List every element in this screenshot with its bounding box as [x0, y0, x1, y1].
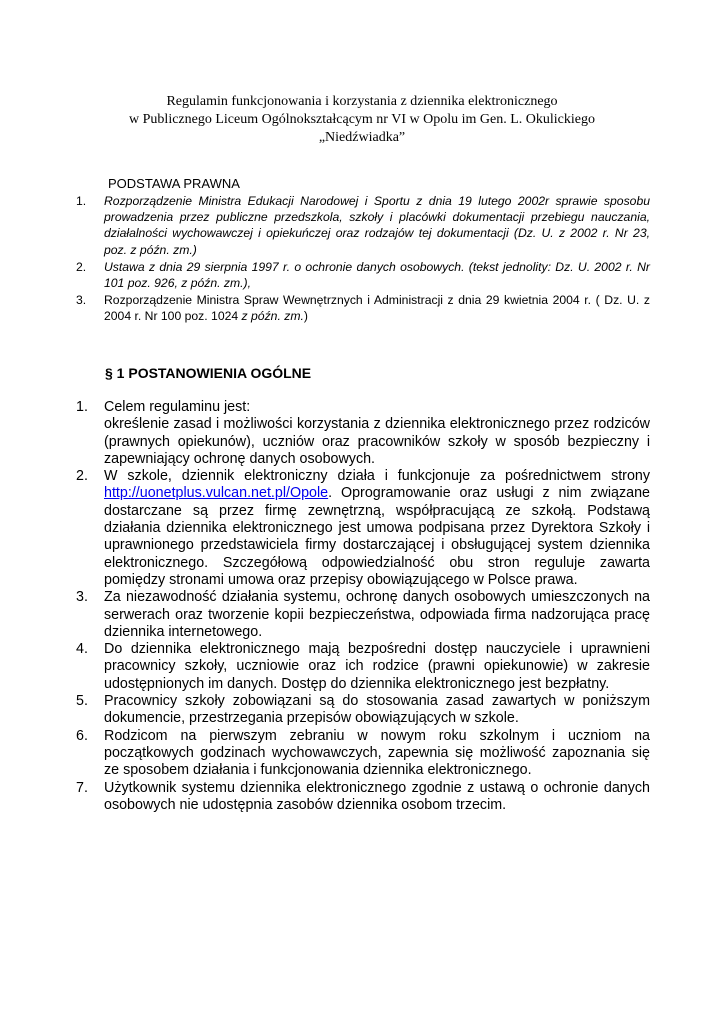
list-number: 3. — [76, 293, 87, 308]
section-1-item — [76, 399, 650, 468]
section-1-item — [76, 780, 650, 815]
legal-basis-text-part: z późn. zm. — [241, 309, 304, 324]
list-number: 1. — [76, 194, 87, 208]
document-title-line-3: „Niedźwiadka” — [318, 130, 406, 145]
section-1-item — [76, 468, 650, 589]
section-1-text — [104, 399, 650, 468]
section-1-text: Użytkownik systemu dziennika elektronicznego zgodnie z ustawą o ochronie danych osobowych nie udostępnia zasobów dziennika osobom trzecim. — [104, 779, 650, 813]
section-1-lead: Celem regulaminu jest: — [104, 399, 251, 415]
vulcan-link[interactable]: http://uonetplus.vulcan.net.pl/Opole — [104, 485, 329, 502]
list-number: 3. — [76, 589, 88, 606]
section-1-item — [76, 693, 650, 728]
list-number: 7. — [76, 779, 88, 796]
legal-basis-item — [76, 292, 650, 324]
legal-basis-text — [104, 292, 650, 324]
section-1-text: Za niezawodność działania systemu, ochronę danych osobowych umieszczonych na serwerach oraz tworzenie kopii bezpieczeństwa, odpowiada firma nadzorująca pracę dziennika internetowego. — [104, 589, 650, 640]
legal-basis-heading: PODSTAWA PRAWNA — [108, 176, 240, 191]
section-1-text: Do dziennika elektronicznego mają bezpośredni dostęp nauczyciele i uprawnieni pracownicy szkoły, uczniowie oraz ich rodzice (prawni opiekunowie) w zakresie udostępnionych im danych. Dostęp do dziennika elektronicznego jest bezpłatny. — [104, 641, 650, 692]
legal-basis-text: Rozporządzenie Ministra Edukacji Narodowej i Sportu z dnia 19 lutego 2002r sprawie sposobu prowadzenia przez publiczne przedszkola, szkoły i placówki dokumentacji przebiegu nauczania, działalności wychowawczej i opiekuńczej oraz rodzajów tej dokumentacji (Dz. U. z 2002 r. Nr 23, poz. z późn. zm.) — [104, 194, 650, 257]
list-number: 4. — [76, 641, 88, 658]
list-number: 2. — [76, 259, 87, 274]
legal-basis-item — [76, 259, 650, 291]
section-1-list — [76, 399, 650, 814]
list-number: 1. — [76, 399, 88, 415]
list-number: 5. — [76, 693, 88, 710]
document-title-line-1: Regulamin funkcjonowania i korzystania z dziennika elektronicznego — [166, 94, 558, 109]
legal-basis-text-part: ) — [303, 309, 308, 324]
document-title-line-2: w Publicznego Liceum Ogólnokształcącym nr VI w Opolu im Gen. L. Okulickiego — [129, 112, 595, 127]
section-1-text: Rodzicom na pierwszym zebraniu w nowym roku szkolnym i uczniom na początkowych godzinach wychowawczych, zapewnia się możliwość zapoznania się ze sposobem działania i funkcjonowania dziennika elektronicznego. — [104, 727, 650, 779]
section-1-text-part: . Oprogramowanie oraz usługi z nim związane dostarczane są przez firmę zewnętrzną, współpracującą ze szkołą. Podstawą działania dziennika elektronicznego jest umowa podpisana przez Dyrektora Szkoły i uprawnionego przedstawiciela firmy dostarczającej i obsługującej system dziennika elektronicznego. Szczegółową odpowiedzialność obu stron reguluje zawarta pomiędzy stronami umowa oraz przepisy obowiązującego w Polsce prawa. — [104, 485, 650, 588]
list-number: 6. — [76, 727, 88, 744]
legal-basis-text: Ustawa z dnia 29 sierpnia 1997 r. o ochronie danych osobowych. (tekst jednolity: Dz. U. 2002 r. Nr 101 poz. 926, z późn. zm.), — [104, 259, 650, 291]
list-number: 2. — [76, 468, 88, 485]
legal-basis-text-part: Rozporządzenie Ministra Spraw Wewnętrznych i Administracji z dnia 29 kwietnia 2004 r. ( Dz. U. z 2004 r. Nr 100 poz. 1024 — [104, 293, 650, 324]
section-1-text: Pracownicy szkoły zobowiązani są do stosowania zasad zawartych w poniższym dokumencie, przestrzegania przepisów obowiązujących w szkole. — [104, 693, 650, 727]
section-1-item — [76, 589, 650, 641]
legal-basis-list — [76, 193, 650, 326]
section-1-item — [76, 728, 650, 780]
section-1-text-part: W szkole, dziennik elektroniczny działa i funkcjonuje za pośrednictwem strony — [104, 468, 650, 485]
legal-basis-item — [76, 193, 650, 258]
section-1-item — [76, 641, 650, 693]
section-1-text-body: określenie zasad i możliwości korzystania z dziennika elektronicznego przez rodziców (prawnych opiekunów), uczniów oraz pracowników szkoły w sposób bezpieczny i zapewniający ochronę danych osobowych. — [104, 416, 650, 467]
section-1-heading: § 1 POSTANOWIENIA OGÓLNE — [105, 365, 312, 381]
section-1-text — [104, 468, 650, 589]
